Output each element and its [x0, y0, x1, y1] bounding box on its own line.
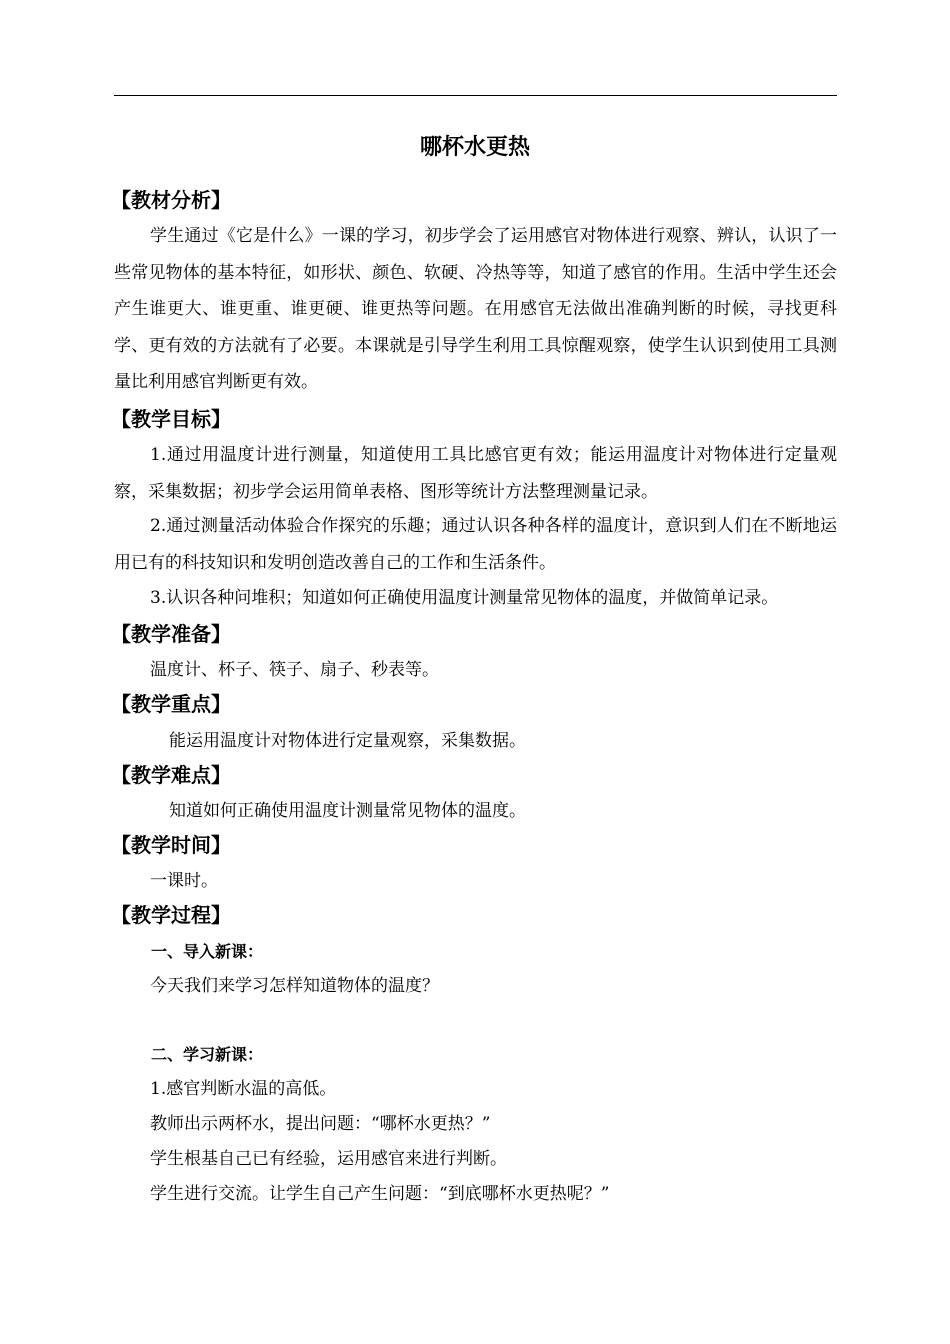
- analysis-paragraph: 学生通过《它是什么》一课的学习，初步学会了运用感官对物体进行观察、辨认，认识了一些常见物体的基本特征，如形状、颜色、软硬、冷热等等，知道了感官的作用。生活中学生还会产生谁更大、谁更重、谁更硬、谁更热等问题。在用感官无法做出准确判断的时候，寻找更科学、更有效的方法就有了必要。本课就是引导学生利用工具惊醒观察，使学生认识到使用工具测量比利用感官判断更有效。: [114, 226, 837, 392]
- document-title: 哪杯水更热: [419, 135, 530, 160]
- difficulty-text: 知道如何正确使用温度计测量常见物体的温度。: [169, 801, 526, 821]
- heading-analysis: 【教材分析】: [111, 188, 231, 212]
- header-rule: [114, 95, 837, 96]
- process-part2-line-2: 教师出示两杯水，提出问题：“哪杯水更热？”: [150, 1114, 491, 1134]
- process-part1-heading: 一、导入新课：: [151, 942, 264, 961]
- preparation-text: 温度计、杯子、筷子、扇子、秒表等。: [150, 660, 439, 680]
- heading-key-point: 【教学重点】: [111, 692, 231, 716]
- heading-goals: 【教学目标】: [111, 407, 231, 431]
- heading-difficulty: 【教学难点】: [111, 763, 231, 787]
- process-part2-line-3: 学生根基自己已有经验，运用感官来进行判断。: [150, 1149, 507, 1169]
- process-part2-line-1: 1.感官判断水温的高低。: [150, 1079, 337, 1099]
- process-part2-line-4: 学生进行交流。让学生自己产生问题：“到底哪杯水更热呢？”: [150, 1184, 610, 1204]
- heading-time: 【教学时间】: [111, 833, 231, 857]
- heading-process: 【教学过程】: [111, 903, 231, 927]
- process-part1-text: 今天我们来学习怎样知道物体的温度？: [150, 976, 439, 996]
- goal-item-1: 1.通过用温度计进行测量，知道使用工具比感官更有效；能运用温度计对物体进行定量观察，采集数据；初步学会运用简单表格、图形等统计方法整理测量记录。: [114, 445, 837, 502]
- process-part2-heading: 二、学习新课：: [151, 1045, 264, 1064]
- heading-preparation: 【教学准备】: [111, 622, 231, 646]
- goal-item-2: 2.通过测量活动体验合作探究的乐趣；通过认识各种各样的温度计，意识到人们在不断地运用已有的科技知识和发明创造改善自己的工作和生活条件。: [114, 516, 837, 573]
- time-text: 一课时。: [150, 871, 218, 891]
- goal-item-3: 3.认识各种问堆积；知道如何正确使用温度计测量常见物体的温度，并做简单记录。: [150, 588, 779, 608]
- key-point-text: 能运用温度计对物体进行定量观察，采集数据。: [169, 731, 526, 751]
